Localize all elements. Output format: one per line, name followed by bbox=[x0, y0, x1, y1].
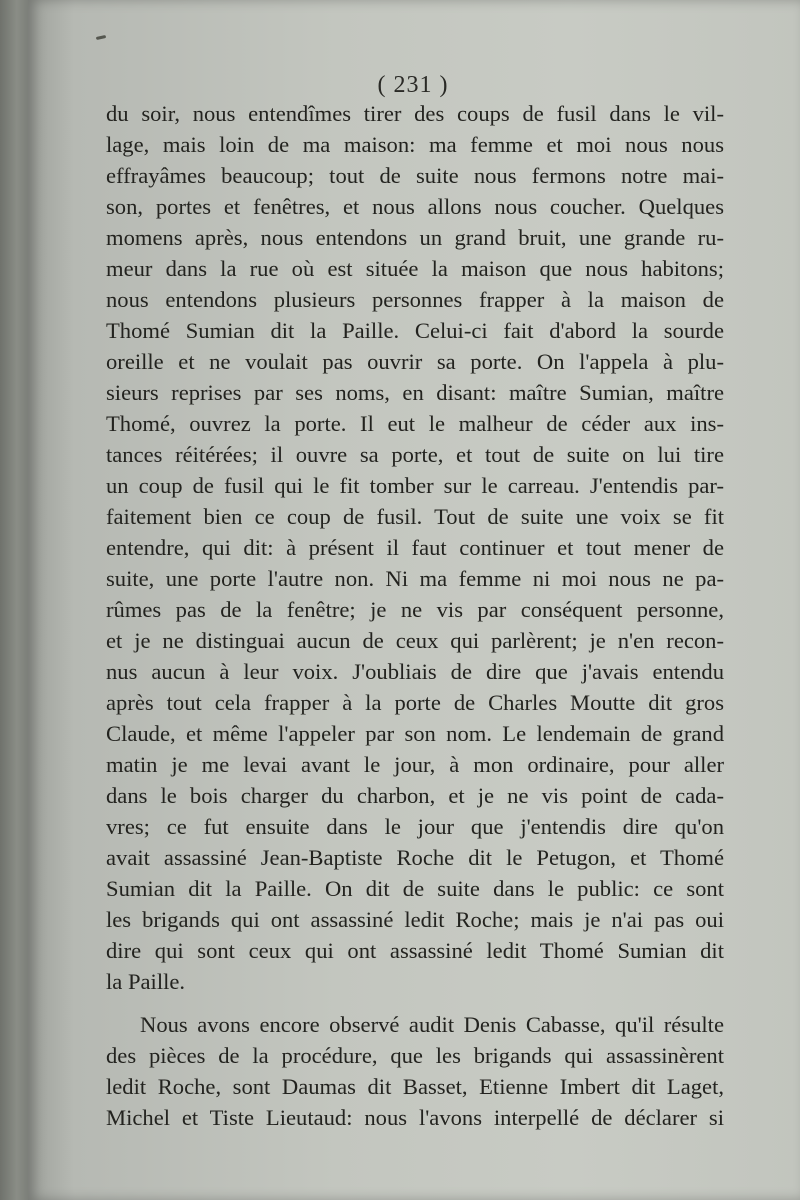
text-line: lage, mais loin de ma maison: ma femme et moi nous nous bbox=[106, 132, 724, 157]
paragraph-gap bbox=[106, 997, 724, 1009]
text-line: des pièces de la procédure, que les brigands qui assassinèrent bbox=[106, 1043, 724, 1068]
text-line: du soir, nous entendîmes tirer des coups de fusil dans le vil- bbox=[106, 101, 724, 126]
text-line: meur dans la rue où est située la maison que nous habitons; bbox=[106, 256, 724, 281]
text-line: Thomé, ouvrez la porte. Il eut le malheur de céder aux ins- bbox=[106, 411, 724, 436]
book-binding-edge bbox=[0, 0, 28, 1200]
text-line: momens après, nous entendons un grand bruit, une grande ru- bbox=[106, 225, 724, 250]
text-line: la Paille. bbox=[106, 969, 186, 994]
text-line: nous entendons plusieurs personnes frapper à la maison de bbox=[106, 287, 724, 312]
text-line: faitement bien ce coup de fusil. Tout de suite une voix se fit bbox=[106, 504, 724, 529]
text-line: Claude, et même l'appeler par son nom. Le lendemain de grand bbox=[106, 721, 724, 746]
text-line: Nous avons encore observé audit Denis Cabasse, qu'il résulte bbox=[140, 1012, 724, 1037]
text-line: sieurs reprises par ses noms, en disant: maître Sumian, maître bbox=[106, 380, 724, 405]
text-line: Michel et Tiste Lieutaud: nous l'avons interpellé de déclarer si bbox=[106, 1105, 724, 1130]
text-line: après tout cela frapper à la porte de Charles Moutte dit gros bbox=[106, 690, 724, 715]
text-line: effrayâmes beaucoup; tout de suite nous fermons notre mai- bbox=[106, 163, 724, 188]
text-line: et je ne distinguai aucun de ceux qui parlèrent; je n'en recon- bbox=[106, 628, 724, 653]
text-line: suite, une porte l'autre non. Ni ma femme ni moi nous ne pa- bbox=[106, 566, 724, 591]
text-line: oreille et ne voulait pas ouvrir sa porte. On l'appela à plu- bbox=[106, 349, 724, 374]
text-line: dans le bois charger du charbon, et je ne vis point de cada- bbox=[106, 783, 724, 808]
text-line: les brigands qui ont assassiné ledit Roche; mais je n'ai pas oui bbox=[106, 907, 724, 932]
page-number: ( 231 ) bbox=[377, 72, 449, 98]
text-line: matin je me levai avant le jour, à mon ordinaire, pour aller bbox=[106, 752, 724, 777]
page-text bbox=[106, 98, 724, 1133]
text-line: tances réitérées; il ouvre sa porte, et tout de suite on lui tire bbox=[106, 442, 724, 467]
text-line: son, portes et fenêtres, et nous allons nous coucher. Quelques bbox=[106, 194, 724, 219]
paragraph bbox=[106, 1009, 724, 1133]
text-line: nus aucun à leur voix. J'oubliais de dire que j'avais entendu bbox=[106, 659, 724, 684]
text-line: avait assassiné Jean-Baptiste Roche dit le Petugon, et Thomé bbox=[106, 845, 724, 870]
ink-mark bbox=[96, 35, 106, 40]
book-page bbox=[28, 0, 800, 1200]
text-line: Sumian dit la Paille. On dit de suite dans le public: ce sont bbox=[106, 876, 724, 901]
text-line: ledit Roche, sont Daumas dit Basset, Etienne Imbert dit Laget, bbox=[106, 1074, 724, 1099]
text-line: entendre, qui dit: à présent il faut continuer et tout mener de bbox=[106, 535, 724, 560]
text-line: vres; ce fut ensuite dans le jour que j'entendis dire qu'on bbox=[106, 814, 724, 839]
text-line: dire qui sont ceux qui ont assassiné ledit Thomé Sumian dit bbox=[106, 938, 724, 963]
text-line: Thomé Sumian dit la Paille. Celui-ci fait d'abord la sourde bbox=[106, 318, 724, 343]
text-line: un coup de fusil qui le fit tomber sur le carreau. J'entendis par- bbox=[106, 473, 724, 498]
paragraph bbox=[106, 98, 724, 997]
text-line: rûmes pas de la fenêtre; je ne vis par conséquent personne, bbox=[106, 597, 724, 622]
